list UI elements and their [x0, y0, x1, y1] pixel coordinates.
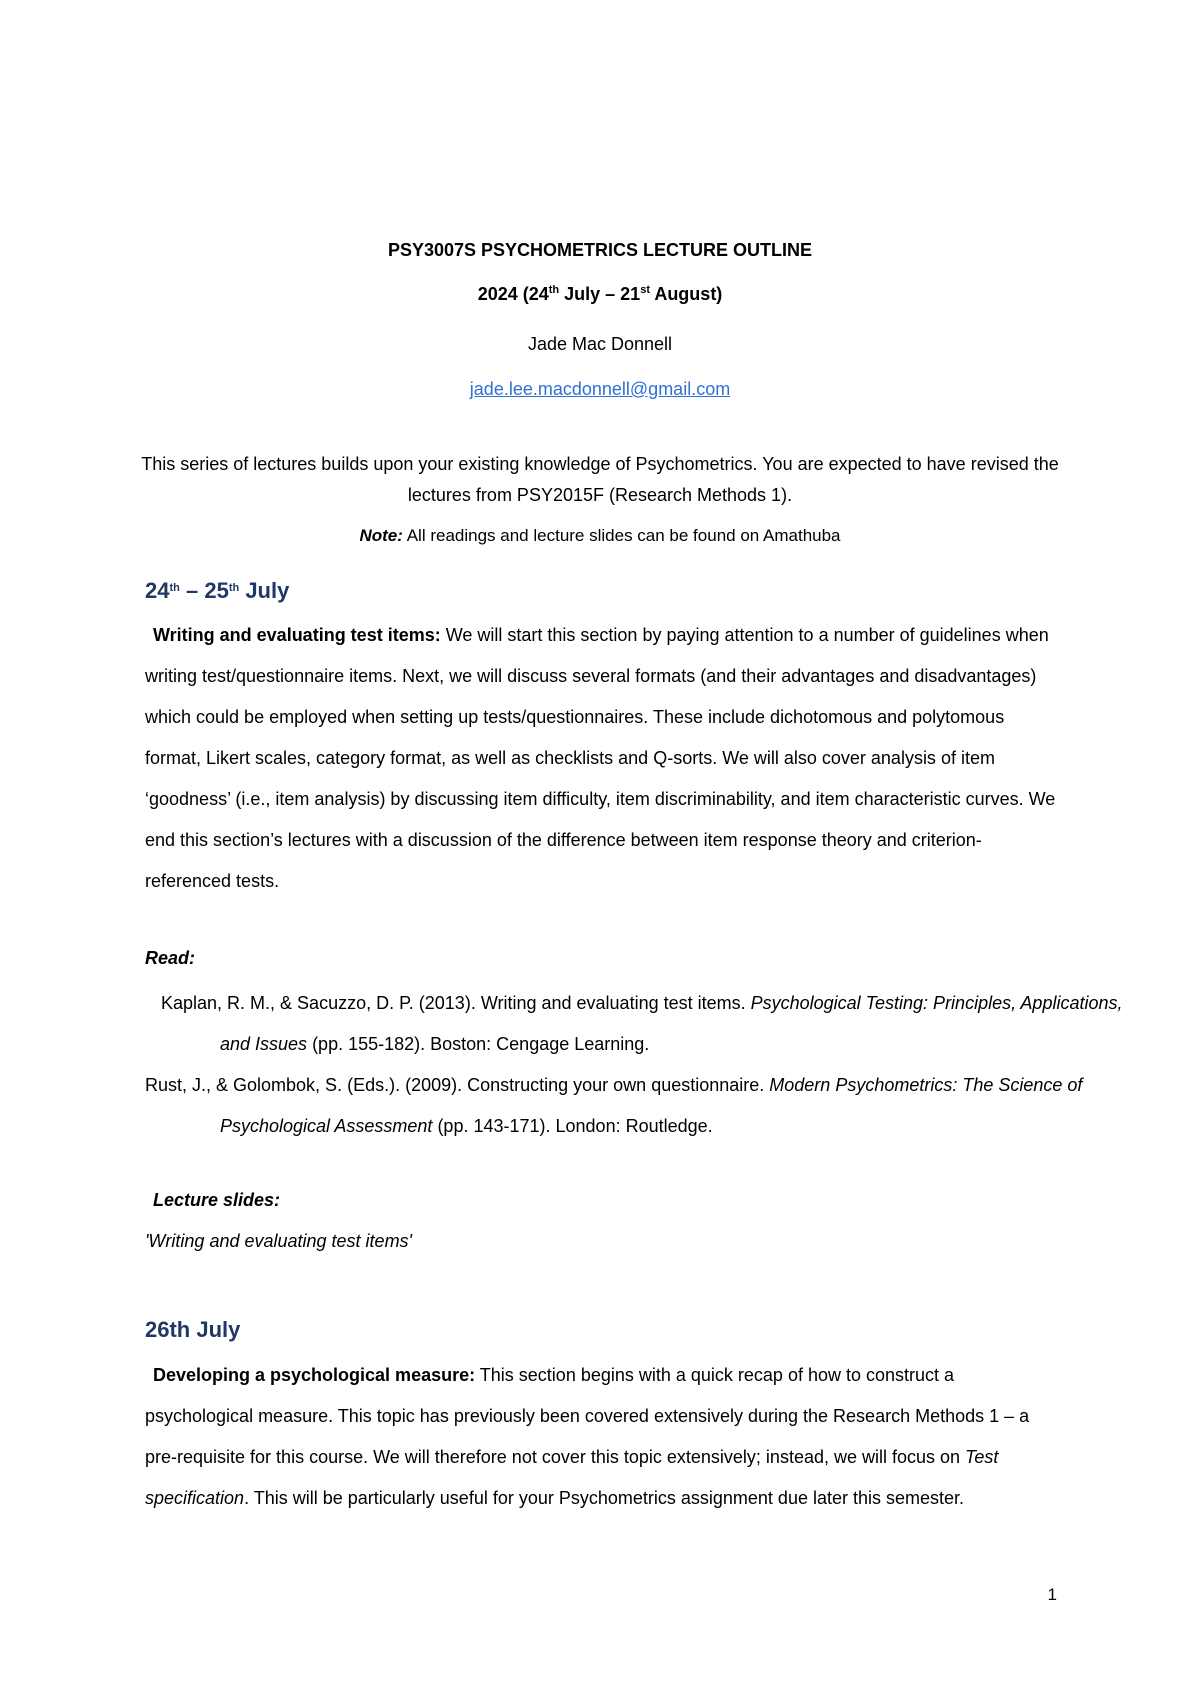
section2-body-b: . This will be particularly useful for your Psychometrics assignment due later this semester. — [244, 1488, 965, 1508]
date-range-start: 2024 (24 — [477, 284, 549, 304]
ref1-source: Psychological Testing: Principles, Applications, and Issues — [220, 993, 1123, 1054]
section2-paragraph — [145, 1355, 1065, 1519]
ref2-authors: Rust, J., & Golombok, S. (Eds.). (2009). Constructing your own questionnaire. — [145, 1075, 770, 1095]
email-link[interactable]: jade.lee.macdonnell@gmail.com — [469, 379, 731, 399]
section2-lead: Developing a psychological measure: — [153, 1365, 476, 1385]
lecture-slides-item: 'Writing and evaluating test items' — [145, 1231, 412, 1251]
intro-paragraph: This series of lectures builds upon your existing knowledge of Psychometrics. You are expected to have revised the lectures from PSY2015F (Research Methods 1). — [141, 454, 1059, 505]
course-title: PSY3007S PSYCHOMETRICS LECTURE OUTLINE — [387, 240, 813, 260]
heading-sup-b: th — [228, 582, 240, 594]
section1-body: We will start this section by paying attention to a number of guidelines when writing test/questionnaire items. Next, we will discuss several formats (and their advantages and disadvantages) which could be employed when setting up tests/questionnaires. These include dichotomous and polytomous format, Likert scales, category format, as well as checklists and Q-sorts. We will also cover analysis of item ‘goodness’ (i.e., item analysis) by discussing item difficulty, item discriminability, and item characteristic curves. We end this section’s lectures with a discussion of the difference between item response theory and criterion-referenced tests. — [145, 625, 1056, 891]
heading-part-b: – 25 — [179, 578, 229, 603]
reference-rust — [145, 1065, 1150, 1147]
ref2-source: Modern Psychometrics: The Science of Psychological Assessment — [220, 1075, 1083, 1136]
section2-body-italic: Test specification — [145, 1447, 999, 1508]
date-range-sup-2: st — [640, 284, 650, 296]
note-text: All readings and lecture slides can be found on Amathuba — [402, 526, 841, 545]
ref1-pages: (pp. 155-182). Boston: Cengage Learning. — [307, 1034, 650, 1054]
date-range-end: August) — [649, 284, 723, 304]
date-range — [0, 284, 1200, 305]
lecture-slides-label: Lecture slides: — [153, 1190, 281, 1210]
email-line — [0, 379, 1200, 400]
reference-kaplan — [145, 983, 1150, 1065]
section-heading-24-25-july — [145, 578, 289, 604]
heading-sup-a: th — [169, 582, 180, 594]
lecturer-name: Jade Mac Donnell — [527, 334, 673, 354]
page-number: 1 — [1047, 1585, 1057, 1604]
section-heading-26-july: 26th July — [145, 1317, 241, 1342]
section1-paragraph — [145, 615, 1065, 902]
heading-part-a: 24 — [145, 578, 170, 603]
section1-lead: Writing and evaluating test items: — [153, 625, 441, 645]
ref1-authors: Kaplan, R. M., & Sacuzzo, D. P. (2013). Writing and evaluating test items. — [161, 993, 751, 1013]
note-label: Note: — [359, 526, 403, 545]
ref2-pages: (pp. 143-171). London: Routledge. — [432, 1116, 713, 1136]
read-label: Read: — [145, 948, 196, 968]
date-range-mid: July – 21 — [559, 284, 641, 304]
section2-body-a: This section begins with a quick recap of how to construct a psychological measure. This topic has previously been covered extensively during the Research Methods 1 – a pre-requisite for this course. We will therefore not cover this topic extensively; instead, we will focus on — [145, 1365, 1030, 1467]
note-line — [0, 526, 1200, 546]
heading-part-c: July — [239, 578, 290, 603]
date-range-sup-1: th — [548, 284, 560, 296]
